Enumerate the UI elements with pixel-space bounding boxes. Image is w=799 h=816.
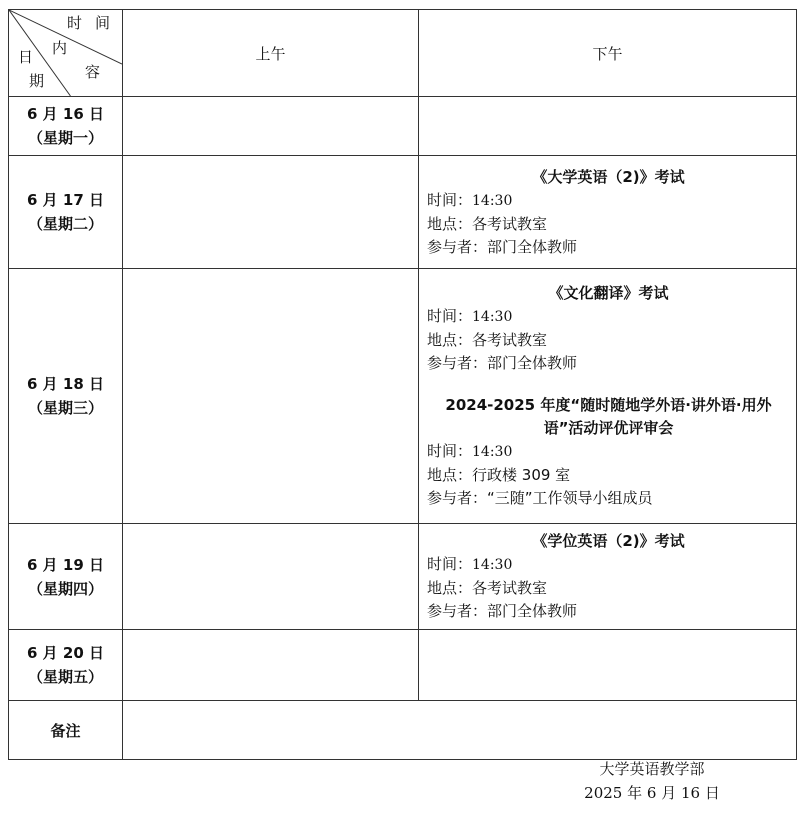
department-name: 大学英语教学部: [599, 760, 705, 778]
day-row-tue: [9, 156, 797, 269]
morning-column-header: 上午: [123, 10, 419, 97]
afternoon-cell: [419, 156, 797, 269]
afternoon-cell: [419, 97, 797, 156]
event-time: 时间：14:30: [427, 555, 513, 573]
afternoon-column-header: 下午: [419, 10, 797, 97]
morning-cell: [123, 630, 419, 701]
date-text: 6 月 16 日: [27, 105, 104, 123]
day-row-mon: [9, 97, 797, 156]
event-title: 《学位英语（2)》考试: [532, 532, 685, 550]
event-place: 地点：各考试教室: [427, 579, 548, 597]
notes-row: [9, 701, 797, 760]
event-participants: 参与者：部门全体教师: [427, 237, 578, 256]
afternoon-cell: [419, 269, 797, 524]
date-text: 6 月 19 日: [27, 555, 104, 574]
day-row-wed: [9, 269, 797, 524]
date-text: 6 月 18 日: [27, 375, 104, 393]
event-place: 地点：各考试教室: [427, 214, 548, 233]
header-row: [9, 10, 797, 97]
weekday-text: （星期二）: [27, 215, 103, 233]
schedule-table: [8, 9, 797, 760]
event-place: 地点：行政楼 309 室: [427, 466, 571, 484]
event-block: [427, 530, 790, 623]
corner-header-cell: [9, 10, 123, 97]
weekday-text: （星期五）: [27, 668, 103, 686]
date-cell: [9, 524, 123, 630]
corner-label-jian: 间: [95, 14, 111, 32]
date-cell: [9, 156, 123, 269]
event-time: 时间：14:30: [427, 442, 513, 460]
morning-cell: [123, 156, 419, 269]
afternoon-cell: [419, 630, 797, 701]
event-block: [427, 394, 790, 510]
day-row-thu: [9, 524, 797, 630]
date-cell: [9, 269, 123, 524]
morning-cell: [123, 97, 419, 156]
event-block: [427, 282, 790, 375]
corner-label-qi: 期: [29, 72, 45, 90]
weekday-text: （星期四）: [27, 579, 103, 598]
morning-cell: [123, 524, 419, 630]
event-title: 《大学英语（2)》考试: [532, 167, 685, 186]
event-time: 时间：14:30: [427, 307, 513, 325]
day-row-fri: [9, 630, 797, 701]
event-participants: 参与者：部门全体教师: [427, 354, 578, 372]
event-time: 时间：14:30: [427, 190, 513, 209]
morning-cell: [123, 269, 419, 524]
signature-block: [572, 757, 732, 805]
corner-label-ri: 日: [18, 48, 34, 66]
weekday-text: （星期一）: [27, 129, 103, 147]
corner-label-shi: 时: [67, 14, 83, 32]
corner-label-rong: 容: [85, 63, 101, 81]
date-cell: [9, 630, 123, 701]
event-title: 《文化翻译》考试: [548, 284, 669, 302]
date-cell: [9, 97, 123, 156]
event-place: 地点：各考试教室: [427, 331, 548, 349]
afternoon-cell: [419, 524, 797, 630]
notes-content-cell: [123, 701, 797, 760]
date-text: 6 月 20 日: [27, 644, 104, 662]
event-block: [427, 166, 790, 259]
event-participants: 参与者：部门全体教师: [427, 602, 578, 620]
corner-label-nei: 内: [52, 39, 68, 57]
notes-label: 备注: [9, 701, 123, 760]
issue-date: 2025 年 6 月 16 日: [584, 784, 720, 802]
weekday-text: （星期三）: [27, 399, 103, 417]
event-title: 2024-2025 年度“随时随地学外语·讲外语·用外语”活动评优评审会: [445, 396, 772, 437]
date-text: 6 月 17 日: [27, 191, 104, 209]
event-participants: 参与者：“三随”工作领导小组成员: [427, 489, 653, 507]
